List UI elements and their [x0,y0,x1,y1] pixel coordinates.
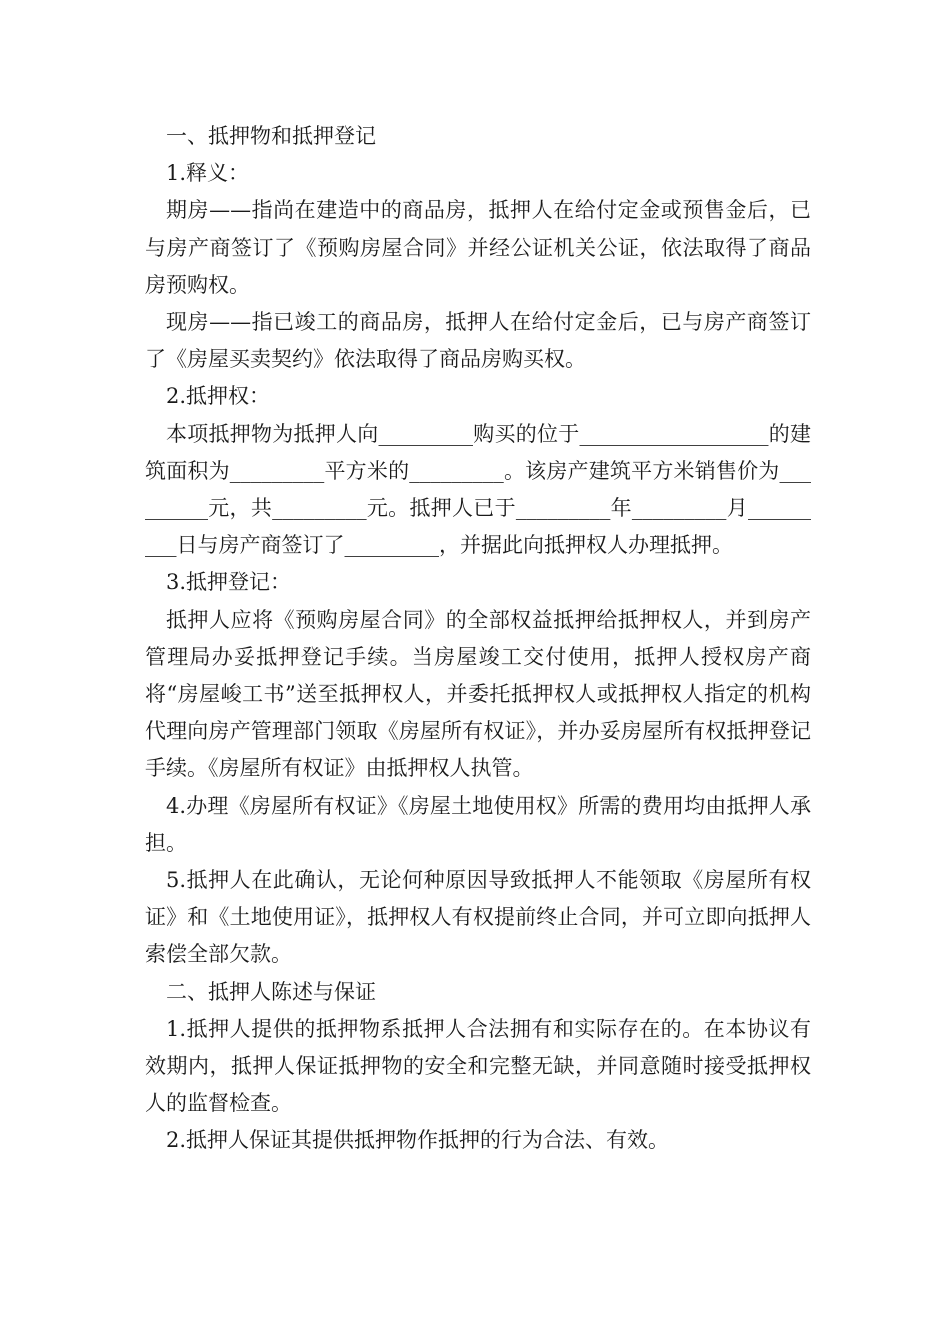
subheading-mortgage-right: 2.抵押权： [166,384,271,409]
paragraph-existing-house: 现房——指已竣工的商品房，抵押人在给付定金后，已与房产商签订了《房屋买卖契约》依法取得了商品房购买权。 [145,310,811,372]
subheading-definitions: 1.释义： [166,161,250,186]
section-heading-2: 二、抵押人陈述与保证 [166,979,376,1004]
paragraph-fees: 4.办理《房屋所有权证》《房屋土地使用权》所需的费用均由抵押人承担。 [145,793,811,855]
section-heading-1: 一、抵押物和抵押登记 [166,124,376,148]
paragraph-futures-house: 期房——指尚在建造中的商品房，抵押人在给付定金或预售金后，已与房产商签订了《预购房屋合同》并经公证机关公证，依法取得了商品房预购权。 [145,198,811,297]
paragraph-confirmation: 5.抵押人在此确认，无论何种原因导致抵押人不能领取《房屋所有权证》和《土地使用证》，抵押权人有权提前终止合同，并可立即向抵押人索偿全部欠款。 [145,868,811,967]
paragraph-registration-details: 抵押人应将《预购房屋合同》的全部权益抵押给抵押权人，并到房产管理局办妥抵押登记手续。当房屋竣工交付使用，抵押人授权房产商将“房屋峻工书”送至抵押权人，并委托抵押权人或抵押权人指定的机构代理向房产管理部门领取《房屋所有权证》，并办妥房屋所有权抵押登记手续。《房屋所有权证》由抵押权人执管。 [145,607,811,781]
paragraph-guarantee-1: 1.抵押人提供的抵押物系抵押人合法拥有和实际存在的。在本协议有效期内，抵押人保证抵押物的安全和完整无缺，并同意随时接受抵押权人的监督检查。 [145,1016,811,1116]
paragraph-guarantee-2: 2.抵押人保证其提供抵押物作抵押的行为合法、有效。 [166,1128,670,1153]
document-body [145,118,811,1160]
paragraph-mortgage-item: 本项抵押物为抵押人向_________购买的位于__________________的建筑面积为_________平方米的_________。该房产建筑平方米销售价为_________元，共_________元。抵押人已于_________年_________月_________日与房产商签订了_________，并据此向抵押权人办理抵押。 [145,421,811,558]
subheading-mortgage-registration: 3.抵押登记： [166,570,292,595]
